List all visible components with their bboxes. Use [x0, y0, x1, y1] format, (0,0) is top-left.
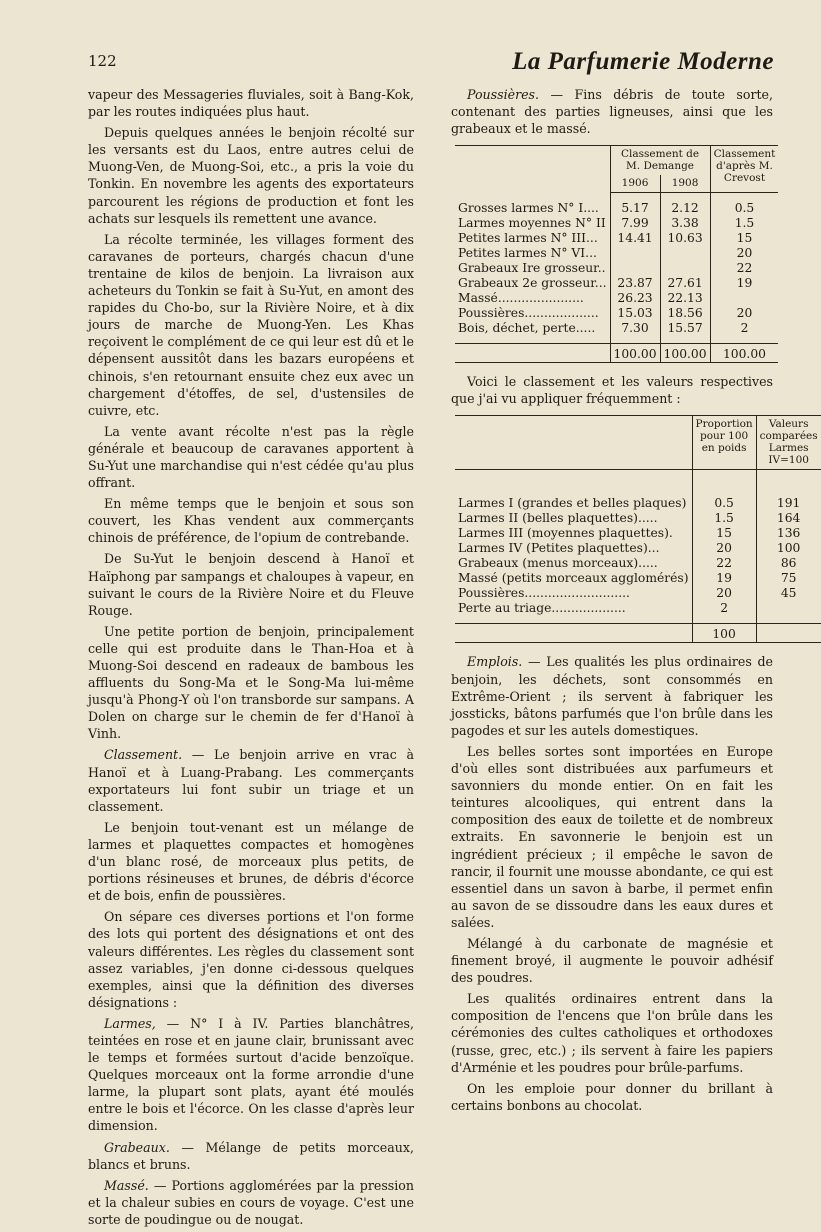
paragraph: Les qualités ordinaires entrent dans la composition de l'encens que l'on brûle dans les cérémonies des cultes catholiques et orthodoxes (russe, grec, etc.) ; ils servent à faire les papiers d'Arménie et les poudres pour brûle-parfums. [451, 991, 773, 1075]
value-1908: 15.57 [660, 321, 710, 336]
paragraph-text: — Le benjoin arrive en vrac à Hanoï et à Luang-Prabang. Les commerçants exportateurs lui font subir un triage et un classement. [88, 747, 414, 814]
total-proportion: 100 [692, 624, 756, 643]
table-row [455, 511, 821, 526]
row-label: Larmes moyennes N° II [458, 215, 606, 230]
value-1908 [660, 261, 710, 276]
col-1908: 1908 [660, 175, 710, 193]
paragraph: Voici le classement et les valeurs respectives que j'ai vu appliquer fréquemment : [451, 374, 773, 407]
paragraph: De Su-Yut le benjoin descend à Hanoï et Haïphong par sampangs et chaloupes à vapeur, en suivant le cours de la Rivière Noire et du Fleuve Rouge. [88, 551, 414, 618]
table-row [455, 246, 778, 261]
table-total-row [455, 344, 778, 363]
row-label: Larmes I (grandes et belles plaques) [458, 495, 687, 510]
value-1908: 10.63 [660, 231, 710, 246]
value-1906: 7.99 [610, 216, 660, 231]
row-label: Grabeaux Ire grosseur.. [458, 260, 606, 275]
value-1908: 18.56 [660, 306, 710, 321]
table-row [455, 216, 778, 231]
paragraph: vapeur des Messageries fluviales, soit à Bang-Kok, par les routes indiquées plus haut. [88, 87, 414, 120]
value-comparee [756, 601, 820, 616]
paragraph-poussieres [451, 86, 773, 137]
value-comparee: 45 [756, 586, 820, 601]
table-row [455, 571, 821, 586]
row-label: Petites larmes N° VI... [458, 245, 597, 260]
value-1906: 15.03 [610, 306, 660, 321]
row-label: Poussières................... [458, 305, 599, 320]
paragraph: La vente avant récolte n'est pas la règle générale et beaucoup de caravanes apportent à Su-Yut une marchandise qui n'est cédée qu'au plus offrant. [88, 423, 414, 491]
col-demange: Classement de M. Demange [610, 146, 710, 176]
value-1908: 22.13 [660, 291, 710, 306]
page-number: 122 [88, 52, 117, 70]
value-comparee: 191 [756, 496, 820, 511]
paragraph-grabeaux [88, 1139, 414, 1173]
value-1908: 27.61 [660, 276, 710, 291]
table-row [455, 556, 821, 571]
value-comparee: 136 [756, 526, 820, 541]
table-row [455, 586, 821, 601]
row-label: Larmes IV (Petites plaquettes)... [458, 540, 660, 555]
col-valeurs: Valeurs comparées Larmes IV=100 [756, 416, 820, 470]
value-comparee: 86 [756, 556, 820, 571]
col-proportion: Proportion pour 100 en poids [692, 416, 756, 470]
paragraph-text: — N° I à IV. Parties blanchâtres, teintées en rose et en jaune clair, brunissant avec le temps et formées surtout d'acide benzoïque. Quelques morceaux ont la forme arrondie d'une larme, la plupart sont plats, ayant été moulés entre le bois et l'écorce. On les classe d'après leur dimension. [88, 1015, 414, 1134]
value-comparee: 164 [756, 511, 820, 526]
table-row [455, 496, 821, 511]
total-1906: 100.00 [610, 344, 660, 363]
value-1906: 5.17 [610, 201, 660, 216]
paragraph: En même temps que le benjoin et sous son couvert, les Khas vendent aux commerçants chinois de préférence, de l'opium de contrebande. [88, 496, 414, 546]
value-crevost: 20 [710, 246, 778, 261]
paragraph: On sépare ces diverses portions et l'on forme des lots qui portent des désignations et ont des valeurs différentes. Les règles du classement sont assez variables, j'en donne ci-dessous quelques exemples, ainsi que la définition des diverses désignations : [88, 909, 414, 1010]
value-crevost: 0.5 [710, 201, 778, 216]
value-proportion: 2 [692, 601, 756, 616]
paragraph-emplois [451, 653, 773, 738]
paragraph: On les emploie pour donner du brillant à certains bonbons au chocolat. [451, 1080, 773, 1113]
value-proportion: 19 [692, 571, 756, 586]
row-label: Petites larmes N° III... [458, 230, 598, 245]
value-crevost: 19 [710, 276, 778, 291]
row-label: Perte au triage................... [458, 600, 626, 615]
value-1908: 3.38 [660, 216, 710, 231]
row-label: Massé (petits morceaux agglomérés) [458, 570, 689, 585]
value-1908: 2.12 [660, 201, 710, 216]
paragraph-classement [88, 746, 414, 814]
table-row [455, 526, 821, 541]
valeurs-table [455, 415, 821, 643]
paragraph: Une petite portion de benjoin, principalement celle qui est produite dans le Than-Hoa et à Muong-Soi descend en radeaux de bambous les affluents du Song-Ma et le Song-Ma lui-même jusqu'à Phong-Y où l'on transborde sur sampans. A Dolen on charge sur le chemin de fer d'Hanoï à Vinh. [88, 623, 414, 742]
row-label: Poussières........................... [458, 585, 630, 600]
paragraph-text: — Mélange de petits morceaux, blancs et bruns. [88, 1139, 414, 1172]
row-label: Larmes III (moyennes plaquettes). [458, 525, 673, 540]
row-label: Massé...................... [458, 290, 584, 305]
paragraph: Mélangé à du carbonate de magnésie et finement broyé, il augmente le pouvoir adhésif des poudres. [451, 935, 773, 986]
value-crevost: 20 [710, 306, 778, 321]
table-row [455, 276, 778, 291]
section-lead: Emplois. [467, 654, 523, 670]
row-label: Grosses larmes N° I.... [458, 200, 599, 215]
paragraph-masse [88, 1177, 414, 1228]
paragraph-text: — Portions agglomérées par la pression et la chaleur subies en cours de voyage. C'est une sorte de poudingue ou de nougat. [88, 1177, 414, 1227]
col-crevost: Classement d'après M. Crevost [710, 146, 778, 193]
value-1906 [610, 261, 660, 276]
row-label: Larmes II (belles plaquettes)..... [458, 510, 658, 525]
magazine-title: La Parfumerie Moderne [512, 48, 774, 75]
value-1908 [660, 246, 710, 261]
value-comparee: 100 [756, 541, 820, 556]
page-header [88, 48, 774, 78]
paragraph-text: — Fins débris de toute sorte, contenant des parties ligneuses, ainsi que les grabeaux et le massé. [451, 87, 773, 137]
value-crevost: 15 [710, 231, 778, 246]
value-1906: 26.23 [610, 291, 660, 306]
right-column [451, 86, 818, 1118]
paragraph-larmes [88, 1015, 414, 1135]
col-1906: 1906 [610, 175, 660, 193]
table-row [455, 291, 778, 306]
table-row [455, 201, 778, 216]
paragraph: Depuis quelques années le benjoin récolté sur les versants est du Laos, entre autres celui de Muong-Ven, de Muong-Soi, etc., a pris la voie du Tonkin. En novembre les agents des exportateurs parcourent les régions de production et font les achats sur lesquels ils remettent une avance. [88, 125, 414, 226]
table-row [455, 601, 821, 616]
table-row [455, 306, 778, 321]
section-lead: Grabeaux. [104, 1139, 170, 1155]
value-1906: 14.41 [610, 231, 660, 246]
table-row [455, 231, 778, 246]
value-crevost: 22 [710, 261, 778, 276]
paragraph: Le benjoin tout-venant est un mélange de larmes et plaquettes compactes et homogènes d'un blanc rosé, de morceaux plus petits, de portions résineuses et brunes, de débris d'écorce et de bois, enfin de poussières. [88, 819, 414, 904]
classement-table [455, 145, 778, 363]
section-lead: Massé. [104, 1177, 149, 1193]
row-label: Grabeaux (menus morceaux)..... [458, 555, 658, 570]
section-lead: Larmes, [104, 1015, 156, 1031]
value-1906 [610, 246, 660, 261]
section-lead: Classement. [104, 747, 183, 763]
table-row [455, 261, 778, 276]
value-proportion: 1.5 [692, 511, 756, 526]
row-label: Bois, déchet, perte..... [458, 320, 596, 335]
value-proportion: 20 [692, 586, 756, 601]
value-1906: 7.30 [610, 321, 660, 336]
table-row [455, 321, 778, 336]
value-1906: 23.87 [610, 276, 660, 291]
total-crevost: 100.00 [710, 344, 778, 363]
section-lead: Poussières. [467, 87, 540, 102]
value-crevost: 2 [710, 321, 778, 336]
value-proportion: 22 [692, 556, 756, 571]
row-label: Grabeaux 2e grosseur... [458, 275, 607, 290]
table-total-row [455, 624, 821, 643]
paragraph: Les belles sortes sont importées en Europe d'où elles sont distribuées aux parfumeurs et savonniers du monde entier. On en fait les teintures alcooliques, qui entrent dans la composition des eaux de toilette et de nombreux extraits. En savonnerie le benjoin est un ingrédient précieux ; il empêche le savon de rancir, il fournit une mousse abondante, ce qui est essentiel dans un savon à barbe, il permet enfin au savon de se dissoudre dans les eaux dures et salées. [451, 743, 773, 930]
paragraph-text: — Les qualités les plus ordinaires de benjoin, les déchets, sont consommés en Extrême-Orient ; ils servent à fabriquer les jossticks, bâtons parfumés que l'on brûle dans les pagodes et sur les autels domestiques. [451, 654, 773, 738]
total-1908: 100.00 [660, 344, 710, 363]
value-proportion: 15 [692, 526, 756, 541]
value-crevost: 1.5 [710, 216, 778, 231]
paragraph: La récolte terminée, les villages forment des caravanes de porteurs, chargés chacun d'une trentaine de kilos de benjoin. La livraison aux acheteurs du Tonkin se fait à Su-Yut, en amont des rapides du Cho-bo, sur la Rivière Noire, et à dix jours de marche de Muong-Yen. Les Khas reçoivent le complément de ce qui leur est dû et le dépensent aussitôt dans les bazars européens et chinois, s'en retournant ensuite chez eux avec un chargement d'étoffes, de sel, d'ustensiles de cuivre, etc. [88, 231, 414, 418]
value-crevost [710, 291, 778, 306]
value-proportion: 20 [692, 541, 756, 556]
table-row [455, 541, 821, 556]
value-comparee: 75 [756, 571, 820, 586]
value-proportion: 0.5 [692, 496, 756, 511]
left-column [88, 86, 414, 1232]
